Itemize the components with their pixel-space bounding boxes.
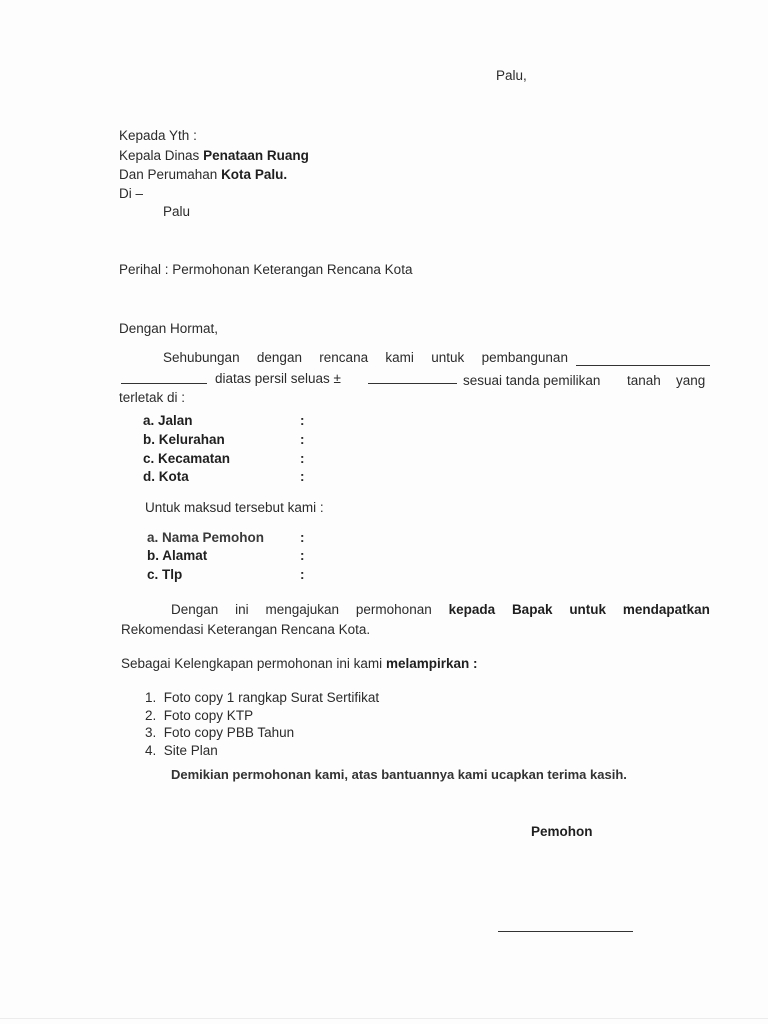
recipient-city: Palu: [163, 204, 191, 219]
para1-line-2d: yang: [676, 373, 706, 388]
para1-line-2c: tanah: [627, 373, 661, 388]
para1-line-1: Sehubungan dengan rencana kami untuk pembangunan: [163, 350, 568, 365]
field-kota-label: d. Kota: [143, 469, 189, 484]
field-jalan-label: a. Jalan: [143, 413, 193, 428]
attachment-item: 3. Foto copy PBB Tahun: [145, 725, 295, 740]
para1-line-2a: diatas persil seluas ±: [215, 371, 341, 386]
field-tlp-label: c. Tlp: [147, 567, 183, 582]
recipient-line-2: Kepala Dinas Penataan Ruang: [119, 148, 309, 163]
attachments-intro: Sebagai Kelengkapan permohonan ini kami melampirkan :: [121, 656, 478, 671]
signature-label: Pemohon: [531, 824, 593, 839]
blank-building-purpose-cont: [121, 383, 207, 384]
salutation: Dengan Hormat,: [119, 321, 219, 336]
para2-line-2: Rekomendasi Keterangan Rencana Kota.: [121, 622, 371, 637]
recipient-line-3: Dan Perumahan Kota Palu.: [119, 167, 288, 182]
field-tlp-colon: :: [300, 567, 305, 582]
recipient-line-1: Kepada Yth :: [119, 128, 197, 143]
field-kecamatan-label: c. Kecamatan: [143, 451, 231, 466]
field-jalan-colon: :: [300, 413, 305, 428]
field-alamat-colon: :: [300, 548, 305, 563]
field-kecamatan-colon: :: [300, 451, 305, 466]
subject-line: Perihal : Permohonan Keterangan Rencana Kota: [119, 262, 413, 277]
blank-area: [368, 383, 457, 384]
purpose-intro: Untuk maksud tersebut kami :: [145, 500, 324, 515]
page-edge-line: [0, 1018, 768, 1019]
field-nama-colon: :: [300, 530, 305, 545]
para1-line-3: terletak di :: [119, 390, 186, 405]
signature-line: [498, 931, 633, 932]
closing-sentence: Demikian permohonan kami, atas bantuannya kami ucapkan terima kasih.: [171, 767, 627, 782]
field-nama-label: a. Nama Pemohon: [147, 530, 265, 545]
blank-building-purpose: [576, 365, 710, 366]
attachment-item: 1. Foto copy 1 rangkap Surat Sertifikat: [145, 690, 380, 705]
recipient-line-4: Di –: [119, 186, 144, 201]
place-date: Palu,: [496, 68, 527, 83]
field-kota-colon: :: [300, 469, 305, 484]
attachment-item: 4. Site Plan: [145, 743, 218, 758]
field-alamat-label: b. Alamat: [147, 548, 208, 563]
field-kelurahan-colon: :: [300, 432, 305, 447]
para1-line-2b: sesuai tanda pemilikan: [463, 373, 601, 388]
attachment-item: 2. Foto copy KTP: [145, 708, 254, 723]
field-kelurahan-label: b. Kelurahan: [143, 432, 225, 447]
para2-line-1: Dengan ini mengajukan permohonan kepada Bapak untuk mendapatkan: [171, 602, 710, 617]
